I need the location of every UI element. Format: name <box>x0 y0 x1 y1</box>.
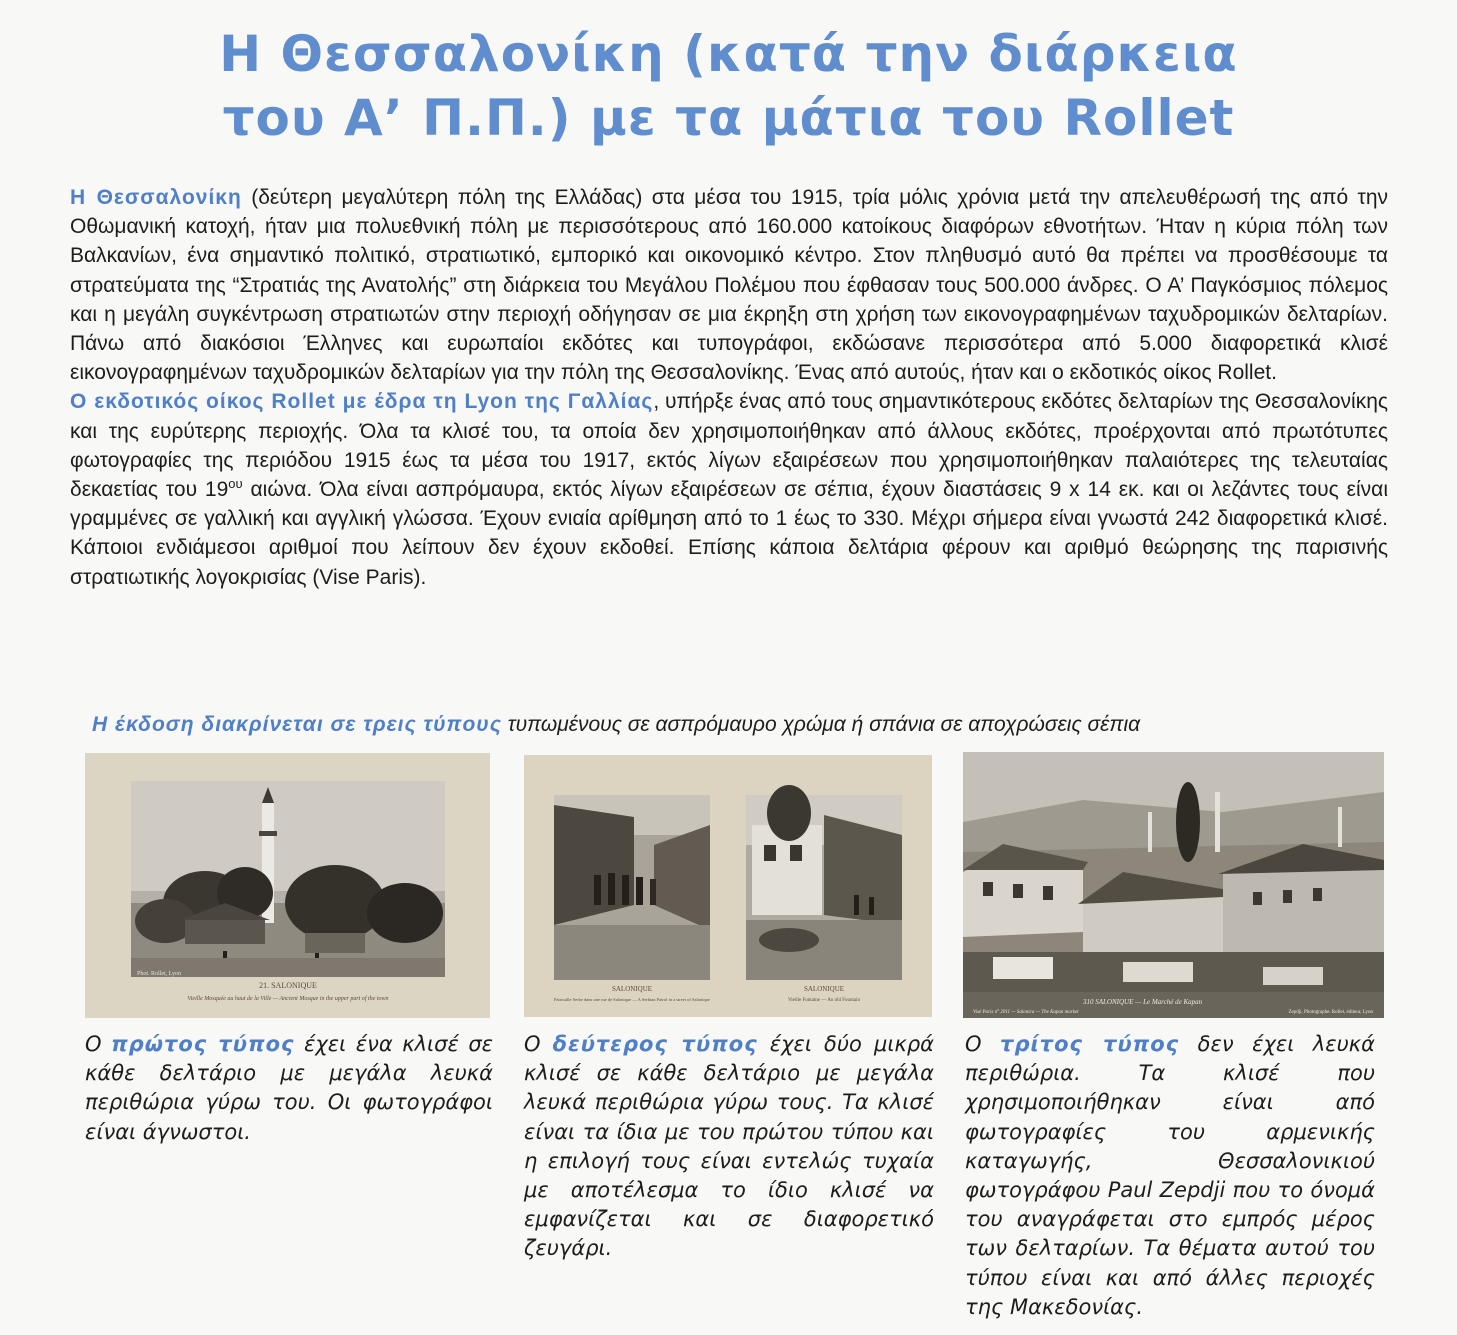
intro-text-2a: , υπήρξε ένας από τους σημαντικότερους εκδότες δελταρίων της Θεσσαλονίκης και της ευρύτερης περιοχής. Όλα τα κλισέ του, τα οποία δεν χρησιμοποιήθηκαν από άλλους εκδότες, προέρχονται από πρωτότυπες φωτογραφίες της περιόδου 1915 έως τα μέσα του 1917, εκτός λίγων εξαιρέσεων που χρησιμοποιήθηκαν παλαιότερες της τελευταίας δεκαετίας του 19 <box>70 390 1389 502</box>
mosque-photo-icon <box>85 753 490 1018</box>
caption-type-3 <box>965 1030 1375 1322</box>
postcard-2-right-label: SALONIQUE <box>803 985 845 993</box>
city-view-photo-icon <box>963 752 1384 1018</box>
postcard-2-left-subtitle: Patrouille Serbe dans une rue de Salonique — A Serbian Patrol in a street of Salonique <box>553 997 711 1002</box>
caption-2-highlight: δεύτερος τύπος <box>552 1032 758 1056</box>
postcard-3-label: 310 SALONIQUE — Le Marché de Kapan <box>1083 998 1203 1006</box>
caption-type-2 <box>524 1030 934 1264</box>
caption-type-1 <box>85 1030 493 1147</box>
types-heading-highlight: Η έκδοση διακρίνεται σε τρεις τύπους <box>92 713 502 736</box>
intro-text-1: (δεύτερη μεγαλύτερη πόλη της Ελλάδας) στα μέσα του 1915, τρία μόλις χρόνια μετά την απελευθέρωσή της από την Οθωμανική κατοχή, ήταν μια πολυεθνική πόλη με περισσότερους από 160.000 κατοίκους διαφόρων εθνοτήτων. Ήταν η κύρια πόλη των Βαλκανίων, ένα σημαντικό πολιτικό, στρατιωτικό, εμπορικό και οικονομικό κέντρο. Στον πληθυσμό αυτό θα πρέπει να προσθέσουμε τα στρατεύματα της “Στρατιάς της Ανατολής” στη διάρκεια του Μεγάλου Πολέμου που έφθασαν τους 500.000 άνδρες. Ο Α’ Παγκόσμιος πόλεμος και η μεγάλη συγκέντρωση στρατιωτών στην περιοχή οδήγησαν σε μια έκρηξη στη χρήση των εικονογραφημένων ταχυδρομικών δελταρίων. Πάνω από διακόσιοι Έλληνες και ευρωπαίοι εκδότες και τυπογράφοι, εκδώσανε περισσότερα από 5.000 διαφορετικά κλισέ εικονογραφημένων ταχυδρομικών δελταρίων για την πόλη της Θεσσαλονίκης. Ένας από αυτούς, ήταν και ο εκδοτικός οίκος Rollet. <box>70 186 1388 385</box>
intro-paragraph-2 <box>70 387 1388 591</box>
postcard-type-2 <box>524 755 932 1017</box>
intro-highlight-2: Ο εκδοτικός οίκος Rollet με έδρα τη Lyon της Γαλλίας <box>70 390 654 414</box>
postcard-type-1 <box>85 753 490 1018</box>
caption-2-prefix: Ο <box>524 1032 553 1056</box>
intro-text-2b: αιώνα. Όλα είναι ασπρόμαυρα, εκτός λίγων εξαιρέσεων σε σέπια, έχουν διαστάσεις 9 x 14 εκ. και οι λεζάντες τους είναι γραμμένες σε γαλλική και αγγλική γλώσσα. Έχουν ενιαία αρίθμηση από το 1 έως το 330. Μέχρι σήμερα είναι γνωστά 242 διαφορετικά κλισέ. Κάποιοι ενδιάμεσοι αριθμοί που λείπουν δεν έχουν εκδοθεί. Επίσης κάποια δελτάρια φέρουν και αριθμό θεώρησης της παρισινής στρατιωτικής λογοκρισίας (Vise Paris). <box>70 478 1388 589</box>
caption-3-text: δεν έχει λευκά περιθώρια. Τα κλισέ που χρησιμοποιήθηκαν είναι από φωτογραφίες του αρμενικής καταγωγής, Θεσσαλονικιού φωτογράφου Paul Zepdji που το όνομά του αναγράφεται στο εμπρός μέρος των δελταρίων. Τα θέματα αυτού του τύπου είναι και από άλλες περιοχές της Μακεδονίας. <box>965 1032 1375 1319</box>
caption-1-highlight: πρώτος τύπος <box>111 1032 295 1056</box>
caption-3-highlight: τρίτος τύπος <box>1000 1032 1180 1056</box>
postcard-1-subtitle: Vieille Mosquée au haut de la Ville — Ancient Mosque in the upper part of the town <box>187 996 389 1002</box>
postcard-3-publisher: Zepdji, Photographe. Rollet, éditeur, Lyon <box>1288 1010 1373 1015</box>
title-line-2: του Α’ Π.Π.) με τα μάτια του Rollet <box>222 89 1235 147</box>
types-heading-text: τυπωμένους σε ασπρόμαυρο χρώμα ή σπάνια σε αποχρώσεις σέπια <box>501 713 1141 736</box>
intro-paragraph-1 <box>70 183 1388 387</box>
intro-highlight-1: Η Θεσσαλονίκη <box>70 186 242 209</box>
postcard-1-publisher: Phot. Rollet, Lyon <box>137 971 182 977</box>
title-line-1: Η Θεσσαλονίκη (κατά την διάρκεια <box>219 25 1238 83</box>
street-photo-icon <box>524 755 932 1017</box>
postcard-3-subtitle: Visé Paris n° 2011 — Salonica — The Kapan market <box>973 1010 1079 1015</box>
postcard-2-left-label: SALONIQUE <box>611 985 653 993</box>
caption-3-prefix: Ο <box>965 1032 1001 1056</box>
postcard-type-3 <box>963 752 1384 1018</box>
caption-2-text: έχει δύο μικρά κλισέ σε κάθε δελτάριο με μεγάλα λευκά περιθώρια γύρω τους. Τα κλισέ είναι τα ίδια με του πρώτου τύπου και η επιλογή τους είναι εντελώς τυχαία με αποτέλεσμα το ίδιο κλισέ να εμφανίζεται και σε διαφορετικό ζευγάρι. <box>524 1032 934 1261</box>
century-superscript: ου <box>228 476 243 492</box>
postcard-2-right-subtitle: Vieille Fontaine — An old Fountain <box>787 998 861 1003</box>
types-heading <box>92 713 1392 737</box>
intro-text <box>70 183 1388 592</box>
caption-1-prefix: Ο <box>85 1032 112 1056</box>
page-title <box>0 22 1457 150</box>
caption-1-text: έχει ένα κλισέ σε κάθε δελτάριο με μεγάλα λευκά περιθώρια γύρω του. Οι φωτογράφοι είναι άγνωστοι. <box>85 1032 493 1144</box>
postcard-1-label: 21. SALONIQUE <box>259 981 317 990</box>
